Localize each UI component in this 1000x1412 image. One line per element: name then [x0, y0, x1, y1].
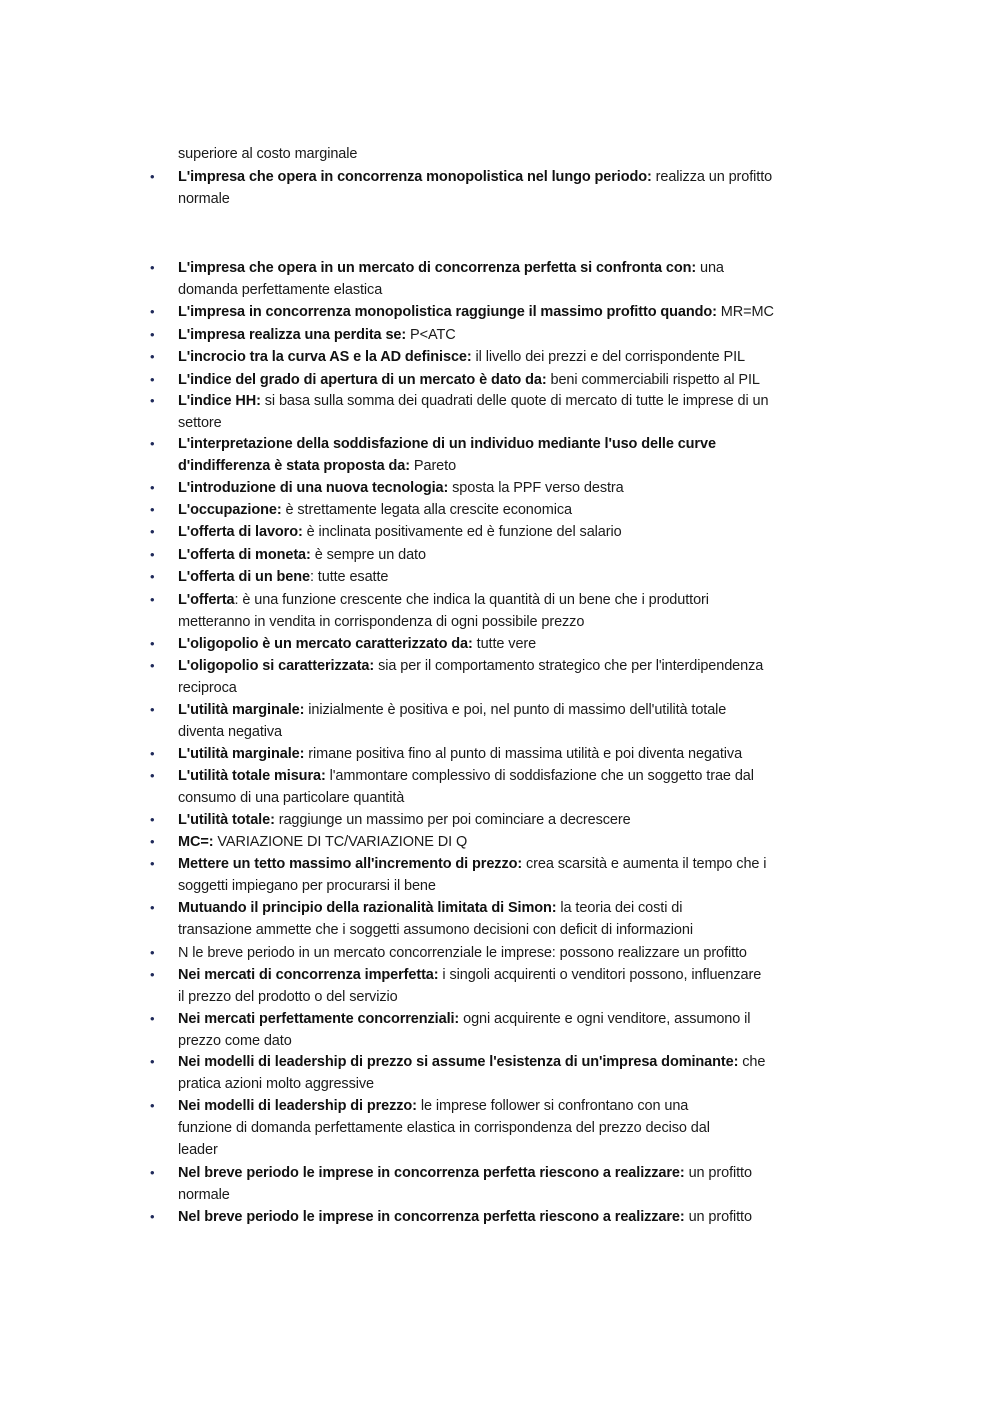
- list-item: [178, 1008, 750, 1030]
- bullet-icon: •: [150, 169, 155, 184]
- definition-text: realizza un profitto: [651, 169, 773, 185]
- term-label: L'interpretazione della soddisfazione di un individuo mediante l'uso delle curve: [178, 436, 716, 452]
- list-item: [178, 499, 572, 521]
- term-label: Nel breve periodo le imprese in concorrenza perfetta riescono a realizzare:: [178, 1209, 685, 1225]
- list-item-continuation: [178, 677, 237, 699]
- bullet-icon: •: [150, 1011, 155, 1026]
- definition-text: MR=MC: [716, 304, 774, 320]
- list-item-continuation: [178, 1184, 230, 1206]
- bullet-icon: •: [150, 900, 155, 915]
- definition-text: il livello dei prezzi e del corrispondente PIL: [471, 349, 745, 365]
- list-item-continuation: [178, 1117, 710, 1139]
- term-label: L'offerta di moneta:: [178, 547, 311, 563]
- bullet-icon: •: [150, 636, 155, 651]
- list-item: [178, 655, 763, 677]
- bullet-icon: •: [150, 480, 155, 495]
- bullet-icon: •: [150, 768, 155, 783]
- bullet-icon: •: [150, 812, 155, 827]
- list-item-continuation: [178, 1030, 292, 1052]
- list-item: [178, 942, 747, 964]
- definition-text: reciproca: [178, 680, 237, 696]
- term-label: Mettere un tetto massimo all'incremento di prezzo:: [178, 856, 523, 872]
- bullet-icon: •: [150, 1165, 155, 1180]
- term-label: L'incrocio tra la curva AS e la AD definisce:: [178, 349, 472, 365]
- definition-text: crea scarsità e aumenta il tempo che i: [522, 856, 767, 872]
- definition-text: transazione ammette che i soggetti assumono decisioni con deficit di informazioni: [178, 922, 693, 938]
- definition-text: l'ammontare complessivo di soddisfazione che un soggetto trae dal: [325, 768, 754, 784]
- definition-text: i singoli acquirenti o venditori possono, influenzare: [438, 967, 762, 983]
- term-label: d'indifferenza è stata proposta da:: [178, 458, 410, 474]
- definition-text: il prezzo del prodotto o del servizio: [178, 989, 398, 1005]
- list-item: [178, 897, 682, 919]
- list-item: [178, 853, 766, 875]
- list-item: [178, 1162, 752, 1184]
- definition-text: è sempre un dato: [310, 547, 426, 563]
- term-label: L'indice HH:: [178, 393, 261, 409]
- list-item: [178, 964, 761, 986]
- definition-text: un profitto: [684, 1209, 752, 1225]
- list-item: [178, 433, 716, 455]
- list-item: [178, 1206, 752, 1228]
- bullet-icon: •: [150, 393, 155, 408]
- definition-text: è strettamente legata alla crescite economica: [281, 502, 572, 518]
- list-item: [178, 1095, 688, 1117]
- definition-text: normale: [178, 191, 230, 207]
- list-item: [178, 346, 745, 368]
- list-item-continuation: [178, 188, 230, 210]
- definition-text: leader: [178, 1142, 218, 1158]
- term-label: L'impresa che opera in un mercato di concorrenza perfetta si confronta con:: [178, 260, 697, 276]
- definition-text: sposta la PPF verso destra: [448, 480, 624, 496]
- term-label: Mutuando il principio della razionalità limitata di Simon:: [178, 900, 557, 916]
- term-label: L'oligopolio è un mercato caratterizzato da:: [178, 636, 473, 652]
- term-label: Nei modelli di leadership di prezzo si assume l'esistenza di un'impresa dominante:: [178, 1054, 739, 1070]
- list-item: [178, 831, 467, 853]
- list-item-continuation: [178, 279, 382, 301]
- definition-text: sia per il comportamento strategico che per l'interdipendenza: [374, 658, 764, 674]
- definition-text: rimane positiva fino al punto di massima utilità e poi diventa negativa: [304, 746, 743, 762]
- term-label: L'offerta: [178, 592, 235, 608]
- list-item-continuation: [178, 787, 404, 809]
- definition-text: beni commerciabili rispetto al PIL: [546, 372, 760, 388]
- bullet-icon: •: [150, 372, 155, 387]
- bullet-icon: •: [150, 834, 155, 849]
- definition-text: che: [738, 1054, 766, 1070]
- term-label: L'utilità totale:: [178, 812, 275, 828]
- term-label: Nei mercati perfettamente concorrenziali:: [178, 1011, 460, 1027]
- definition-text: ogni acquirente e ogni venditore, assumono il: [459, 1011, 751, 1027]
- list-item: [178, 257, 724, 279]
- definition-text: le imprese follower si confrontano con una: [416, 1098, 689, 1114]
- term-label: Nel breve periodo le imprese in concorrenza perfetta riescono a realizzare:: [178, 1165, 685, 1181]
- bullet-icon: •: [150, 260, 155, 275]
- term-label: L'impresa in concorrenza monopolistica raggiunge il massimo profitto quando:: [178, 304, 717, 320]
- term-label: L'impresa che opera in concorrenza monopolistica nel lungo periodo:: [178, 169, 652, 185]
- definition-text: una: [696, 260, 724, 276]
- term-label: MC=:: [178, 834, 214, 850]
- list-item: [178, 390, 768, 412]
- term-label: L'utilità totale misura:: [178, 768, 326, 784]
- term-label: L'occupazione:: [178, 502, 282, 518]
- bullet-icon: •: [150, 592, 155, 607]
- term-label: L'oligopolio si caratterizzata:: [178, 658, 375, 674]
- list-item: [178, 369, 760, 391]
- definition-text: funzione di domanda perfettamente elastica in corrispondenza del prezzo deciso dal: [178, 1120, 710, 1136]
- list-item-continuation: [178, 611, 584, 633]
- list-item-continuation: [178, 1073, 374, 1095]
- list-item: [178, 324, 456, 346]
- definition-text: consumo di una particolare quantità: [178, 790, 405, 806]
- list-item: [178, 544, 426, 566]
- definition-text: domanda perfettamente elastica: [178, 282, 383, 298]
- bullet-icon: •: [150, 569, 155, 584]
- definition-text: soggetti impiegano per procurarsi il bene: [178, 878, 436, 894]
- list-item: [178, 566, 388, 588]
- term-label: Nei mercati di concorrenza imperfetta:: [178, 967, 439, 983]
- term-label: L'indice del grado di apertura di un mercato è dato da:: [178, 372, 547, 388]
- list-item: [178, 699, 726, 721]
- list-item-continuation: [178, 1139, 218, 1161]
- definition-text: metteranno in vendita in corrispondenza di ogni possibile prezzo: [178, 614, 585, 630]
- definition-text: N le breve periodo in un mercato concorrenziale le imprese: possono realizzare un profitto: [178, 945, 747, 961]
- list-item: [178, 1051, 765, 1073]
- list-item: [178, 633, 536, 655]
- bullet-icon: •: [150, 1054, 155, 1069]
- definition-text: la teoria dei costi di: [556, 900, 683, 916]
- definition-text: P<ATC: [406, 327, 456, 343]
- bullet-icon: •: [150, 349, 155, 364]
- bullet-icon: •: [150, 856, 155, 871]
- definition-text: : tutte esatte: [309, 569, 389, 585]
- definition-text: si basa sulla somma dei quadrati delle quote di mercato di tutte le imprese di un: [260, 393, 769, 409]
- definition-text: diventa negativa: [178, 724, 283, 740]
- definition-text: è inclinata positivamente ed è funzione del salario: [302, 524, 622, 540]
- term-label: L'impresa realizza una perdita se:: [178, 327, 407, 343]
- term-label: Nei modelli di leadership di prezzo:: [178, 1098, 417, 1114]
- definition-text: VARIAZIONE DI TC/VARIAZIONE DI Q: [213, 834, 468, 850]
- list-item: [178, 166, 772, 188]
- definition-text: : è una funzione crescente che indica la quantità di un bene che i produttori: [234, 592, 709, 608]
- list-item: [178, 477, 624, 499]
- bullet-icon: •: [150, 327, 155, 342]
- list-item-continuation: [178, 143, 357, 165]
- definition-text: raggiunge un massimo per poi cominciare a decrescere: [274, 812, 631, 828]
- list-item-continuation: [178, 919, 693, 941]
- bullet-icon: •: [150, 658, 155, 673]
- bullet-icon: •: [150, 436, 155, 451]
- list-item: [178, 301, 774, 323]
- definition-text: inizialmente è positiva e poi, nel punto di massimo dell'utilità totale: [304, 702, 727, 718]
- list-item-continuation: [178, 875, 436, 897]
- term-label: L'utilità marginale:: [178, 746, 305, 762]
- bullet-icon: •: [150, 1098, 155, 1113]
- definition-text: pratica azioni molto aggressive: [178, 1076, 374, 1092]
- list-item: [178, 521, 622, 543]
- bullet-icon: •: [150, 304, 155, 319]
- list-item: [178, 809, 631, 831]
- bullet-icon: •: [150, 547, 155, 562]
- list-item-continuation: [178, 455, 456, 477]
- list-item: [178, 589, 709, 611]
- term-label: L'offerta di un bene: [178, 569, 310, 585]
- term-label: L'utilità marginale:: [178, 702, 305, 718]
- list-item: [178, 765, 754, 787]
- definition-text: tutte vere: [472, 636, 537, 652]
- list-item-continuation: [178, 986, 398, 1008]
- bullet-icon: •: [150, 945, 155, 960]
- term-label: L'introduzione di una nuova tecnologia:: [178, 480, 449, 496]
- definition-text: prezzo come dato: [178, 1033, 292, 1049]
- list-item-continuation: [178, 721, 282, 743]
- list-item: [178, 743, 742, 765]
- list-item-continuation: [178, 412, 222, 434]
- bullet-icon: •: [150, 967, 155, 982]
- definition-text: normale: [178, 1187, 230, 1203]
- bullet-icon: •: [150, 702, 155, 717]
- definition-text: settore: [178, 415, 222, 431]
- definition-text: superiore al costo marginale: [178, 146, 358, 162]
- definition-text: un profitto: [684, 1165, 752, 1181]
- bullet-icon: •: [150, 1209, 155, 1224]
- bullet-icon: •: [150, 524, 155, 539]
- definition-text: Pareto: [409, 458, 457, 474]
- bullet-icon: •: [150, 746, 155, 761]
- bullet-icon: •: [150, 502, 155, 517]
- term-label: L'offerta di lavoro:: [178, 524, 303, 540]
